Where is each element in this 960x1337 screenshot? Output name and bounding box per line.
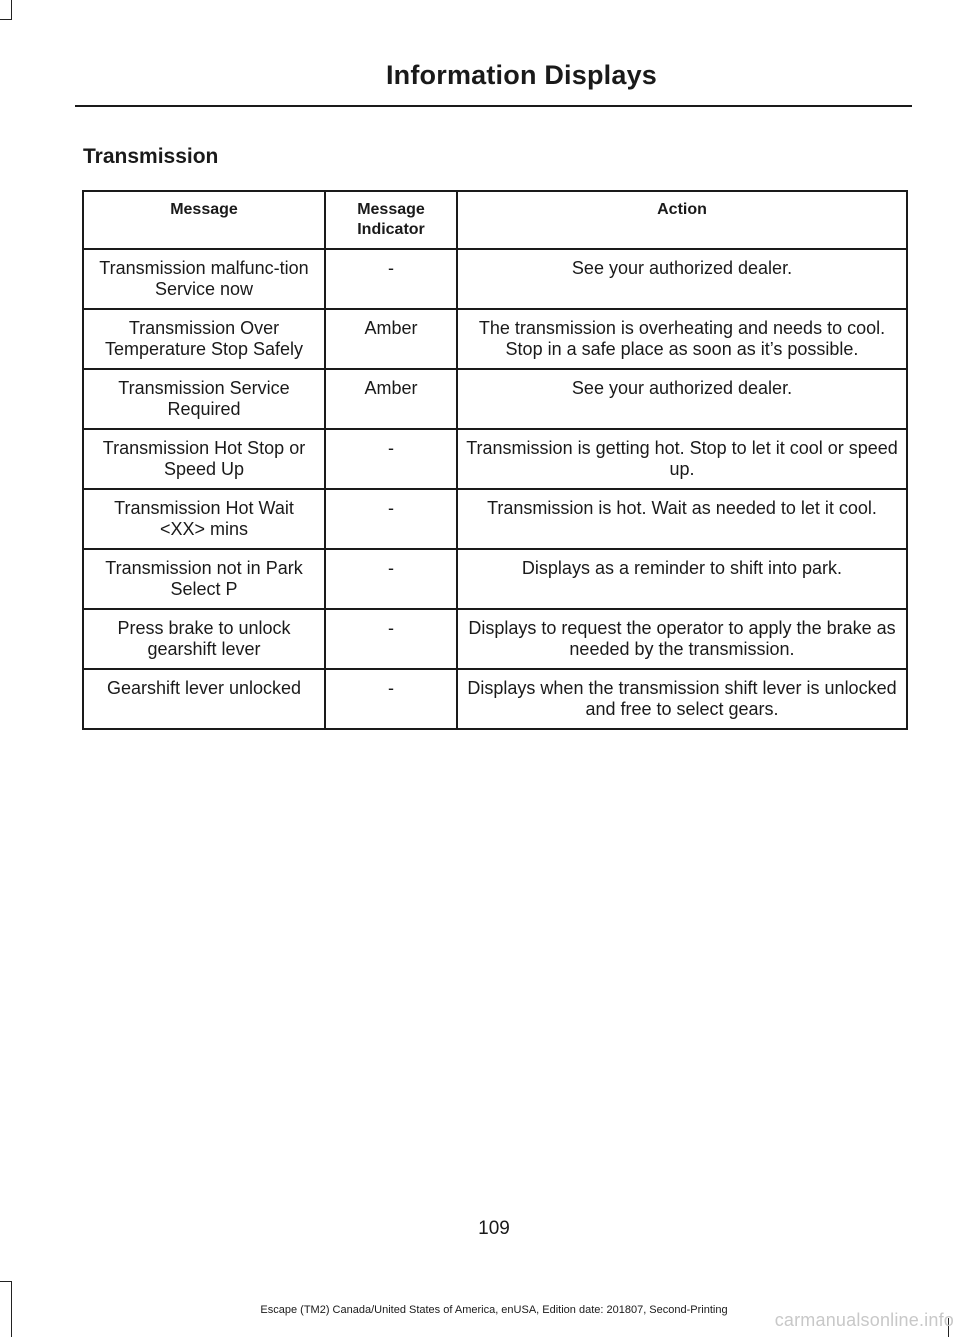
indicator-cell: - [325,669,457,729]
indicator-cell: - [325,249,457,309]
table-row [83,609,907,669]
message-cell: Transmission not in Park Select P [83,549,325,609]
table-row [83,369,907,429]
transmission-messages-table [82,190,908,730]
column-header-message: Message [83,191,325,249]
table-row [83,249,907,309]
message-cell: Transmission Hot Stop or Speed Up [83,429,325,489]
message-cell: Transmission Service Required [83,369,325,429]
message-cell: Transmission malfunc-tion Service now [83,249,325,309]
message-cell: Transmission Over Temperature Stop Safely [83,309,325,369]
page-header-title: Information Displays [385,60,657,90]
table-header-row [83,191,907,249]
edition-footer: Escape (TM2) Canada/United States of America, enUSA, Edition date: 201807, Second-Printing [260,1304,728,1316]
indicator-cell: - [325,489,457,549]
message-cell: Gearshift lever unlocked [83,669,325,729]
table-row [83,309,907,369]
table-row [83,489,907,549]
section-heading: Transmission [83,145,219,168]
message-cell: Transmission Hot Wait <XX> mins [83,489,325,549]
header-divider [75,105,912,107]
action-cell: See your authorized dealer. [457,249,907,309]
indicator-cell: Amber [325,369,457,429]
action-cell: Displays to request the operator to apply the brake as needed by the transmission. [457,609,907,669]
indicator-cell: - [325,609,457,669]
action-cell: Transmission is getting hot. Stop to let it cool or speed up. [457,429,907,489]
table-row [83,429,907,489]
column-header-action: Action [457,191,907,249]
table-row [83,549,907,609]
action-cell: Transmission is hot. Wait as needed to let it cool. [457,489,907,549]
action-cell: The transmission is overheating and needs to cool. Stop in a safe place as soon as it’s possible. [457,309,907,369]
watermark-text: carmanualsonline.info [774,1310,954,1330]
table-row [83,669,907,729]
action-cell: See your authorized dealer. [457,369,907,429]
indicator-cell: - [325,429,457,489]
page-number: 109 [478,1218,510,1239]
indicator-cell: - [325,549,457,609]
indicator-cell: Amber [325,309,457,369]
message-cell: Press brake to unlock gearshift lever [83,609,325,669]
column-header-message-indicator: Message Indicator [325,191,457,249]
action-cell: Displays when the transmission shift lever is unlocked and free to select gears. [457,669,907,729]
action-cell: Displays as a reminder to shift into park. [457,549,907,609]
crop-mark [11,0,12,20]
crop-mark [0,19,12,20]
